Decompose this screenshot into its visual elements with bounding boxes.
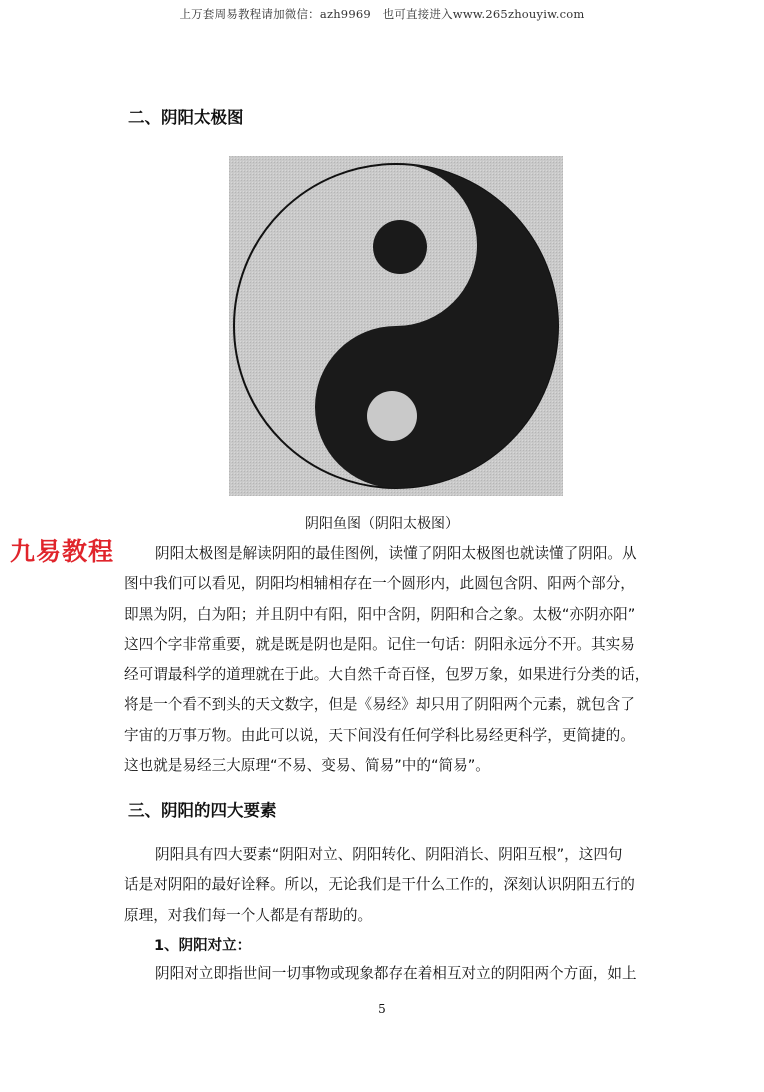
paragraph-line: 这也就是易经三大原理“不易、变易、简易”中的“简易”。 (124, 757, 490, 775)
section-title-taiji: 二、阴阳太极图 (128, 108, 244, 127)
taiji-paragraph (124, 539, 664, 781)
paragraph-line: 经可谓最科学的道理就在于此。大自然千奇百怪，包罗万象，如果进行分类的话， (124, 666, 650, 684)
paragraph-line: 话是对阴阳的最好诠释。所以，无论我们是干什么工作的，深刻认识阴阳五行的 (124, 876, 635, 894)
paragraph-line: 将是一个看不到头的天文数字，但是《易经》却只用了阴阳两个元素，就包含了 (124, 696, 635, 714)
figure-caption: 阴阳鱼图（阴阳太极图） (305, 516, 459, 532)
opposition-paragraph (124, 959, 664, 989)
header-note: 上万套周易教程请加微信：azh9969 也可直接进入www.265zhouyiw.com (179, 7, 585, 21)
watermark-logo: 九易教程 (10, 537, 115, 566)
paragraph-line: 图中我们可以看见，阴阳均相辅相存在一个圆形内，此圆包含阴、阳两个部分， (124, 575, 635, 593)
yin-yang-diagram (229, 156, 563, 496)
paragraph-line: 阴阳具有四大要素“阴阳对立、阴阳转化、阴阳消长、阴阳互根”，这四句 (155, 846, 623, 863)
taiji-figure (229, 156, 563, 496)
section-title-four-elements: 三、阴阳的四大要素 (128, 801, 277, 820)
paragraph-line: 原理，对我们每一个人都是有帮助的。 (124, 906, 373, 924)
subsection-title-opposition: 1、阴阳对立： (154, 938, 252, 954)
page-number: 5 (378, 1002, 386, 1016)
four-elements-paragraph (124, 840, 664, 931)
paragraph-line: 这四个字非常重要，就是既是阴也是阳。记住一句话：阴阳永远分不开。其实易 (124, 635, 635, 653)
paragraph-line: 阴阳对立即指世间一切事物或现象都存在着相互对立的阴阳两个方面，如上 (155, 965, 637, 982)
yang-eye (367, 391, 417, 441)
paragraph-line: 即黑为阴，白为阳；并且阴中有阳，阳中含阴，阴阳和合之象。太极“亦阴亦阳” (124, 605, 636, 623)
paragraph-line: 阴阳太极图是解读阴阳的最佳图例，读懂了阴阳太极图也就读懂了阴阳。从 (155, 545, 637, 562)
yin-eye (373, 220, 427, 274)
paragraph-line: 宇宙的万事万物。由此可以说，天下间没有任何学科比易经更科学，更简捷的。 (124, 726, 635, 744)
